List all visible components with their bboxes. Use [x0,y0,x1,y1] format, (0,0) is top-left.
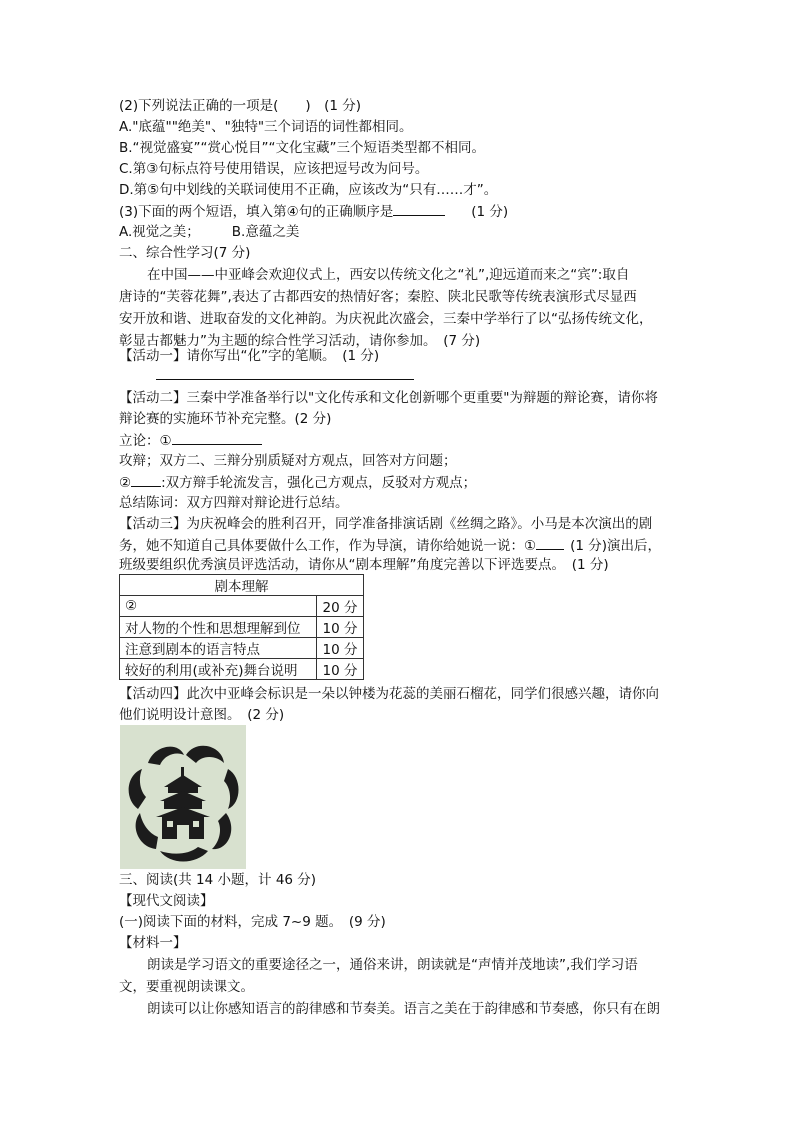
criterion-cell: 注意到剧本的语言特点 [120,638,317,659]
section-3-title: 三、阅读(共 14 小题，计 46 分) [119,872,317,888]
item-2-blank[interactable] [131,472,161,487]
material-1-label: 【材料一】 [119,935,187,951]
table-row [120,638,364,659]
criterion-cell: 对人物的个性和思想理解到位 [120,617,317,638]
activity-1: 【活动一】请你写出“化”字的笔顺。 (1 分) [119,348,380,364]
material-1-paragraph: 朗读是学习语文的重要途径之一，通俗来讲，朗读就是“声情并茂地读”,我们学习语 [147,957,638,973]
criteria-table [119,574,364,680]
section-2-intro: 彰显古都魅力”为主题的综合性学习活动，请你参加。 (7 分) [119,333,481,349]
part-1-instruction: (一)阅读下面的材料，完成 7~9 题。 (9 分) [119,914,386,930]
summit-logo-image [120,725,246,869]
lilun-label: 立论：① [119,433,172,449]
score-cell: 10 分 [317,659,364,680]
section-2-title: 二、综合性学习(7 分) [119,245,251,261]
phrase-b: B.意蕴之美 [231,224,300,240]
material-1-paragraph: 朗读可以让你感知语言的韵律感和节奏美。语言之美在于韵律感和节奏感，你只有在朗 [147,1001,660,1017]
table-row [120,596,364,617]
activity-2-line-1: 【活动二】三秦中学准备举行以"文化传承和文化创新哪个更重要"为辩题的辩论赛，请你将 [119,390,658,406]
question-3-options [119,222,299,242]
question-2-stem: (2)下列说法正确的一项是( ) (1 分) [119,98,362,114]
score-cell: 10 分 [317,638,364,659]
item-2-mark: ② [119,475,132,491]
section-2-intro: 唐诗的“芙蓉花舞”,表达了古都西安的热情好客；秦腔、陕北民歌等传统表演形式尽显西 [119,289,637,305]
score-cell: 10 分 [317,617,364,638]
stroke-order-blank[interactable] [156,363,414,386]
activity-3-line-1: 【活动三】为庆祝峰会的胜利召开，同学准备排演话剧《丝绸之路》。小马是本次演出的剧 [119,516,653,532]
lilun-line [119,430,262,451]
zongjie-line: 总结陈词：双方四辩对辩论进行总结。 [119,495,349,511]
option-c: C.第③句标点符号使用错误，应该把逗号改为问号。 [119,161,429,177]
option-b: B.“视觉盛宴”“赏心悦目”“文化宝藏”三个短语类型都不相同。 [119,140,486,156]
option-d: D.第⑤句中划线的关联词使用不正确，应该改为“只有……才”。 [119,182,498,198]
question-3-score: (1 分) [471,204,509,220]
question-3-line [119,201,508,222]
activity-3-line-2: 务，她不知道自己具体要做什么工作，作为导演，请你给她说一说：① (1 分)演出后， [119,535,661,556]
phrase-a: A.视觉之美； [119,224,200,240]
section-2-intro: 安开放和谐、进取奋发的文化神韵。为庆祝此次盛会，三秦中学举行了以“弘扬传统文化， [119,311,653,327]
gongbian-line: 攻辩；双方二、三辩分别质疑对方观点，回答对方问题； [119,453,457,469]
table-header: 剧本理解 [120,575,364,596]
pomegranate-bell-tower-logo [120,725,246,869]
item-2-text: :双方辩手轮流发言，强化己方观点，反驳对方观点； [161,475,477,491]
table-row [120,659,364,680]
criterion-cell: 较好的利用(或补充)舞台说明 [120,659,317,680]
task-blank[interactable] [536,535,564,550]
modern-reading-label: 【现代文阅读】 [119,893,214,909]
activity-4-line-2: 他们说明设计意图。 (2 分) [119,707,285,723]
activity-3-line-3: 班级要组织优秀演员评选活动，请你从“剧本理解”角度完善以下评选要点。 (1 分) [119,557,609,573]
option-a: A."底蕴""绝美"、"独特"三个词语的词性都相同。 [119,119,413,135]
table-row [120,617,364,638]
question-3-stem: (3)下面的两个短语，填入第④句的正确顺序是 [119,204,394,220]
section-2-intro: 在中国——中亚峰会欢迎仪式上，西安以传统文化之“礼”,迎远道而来之“宾”:取自 [147,267,630,283]
score-cell: 20 分 [317,596,364,617]
lilun-blank[interactable] [172,430,262,445]
activity-4-line-1: 【活动四】此次中亚峰会标识是一朵以钟楼为花蕊的美丽石榴花，同学们很感兴趣，请你向 [119,686,659,702]
material-1-paragraph: 文，要重视朗读课文。 [119,979,254,995]
free-debate-line [119,472,476,493]
activity-2-line-2: 辩论赛的实施环节补充完整。(2 分) [119,411,332,427]
answer-blank[interactable] [393,201,445,216]
criterion-cell[interactable]: ② [120,596,317,617]
